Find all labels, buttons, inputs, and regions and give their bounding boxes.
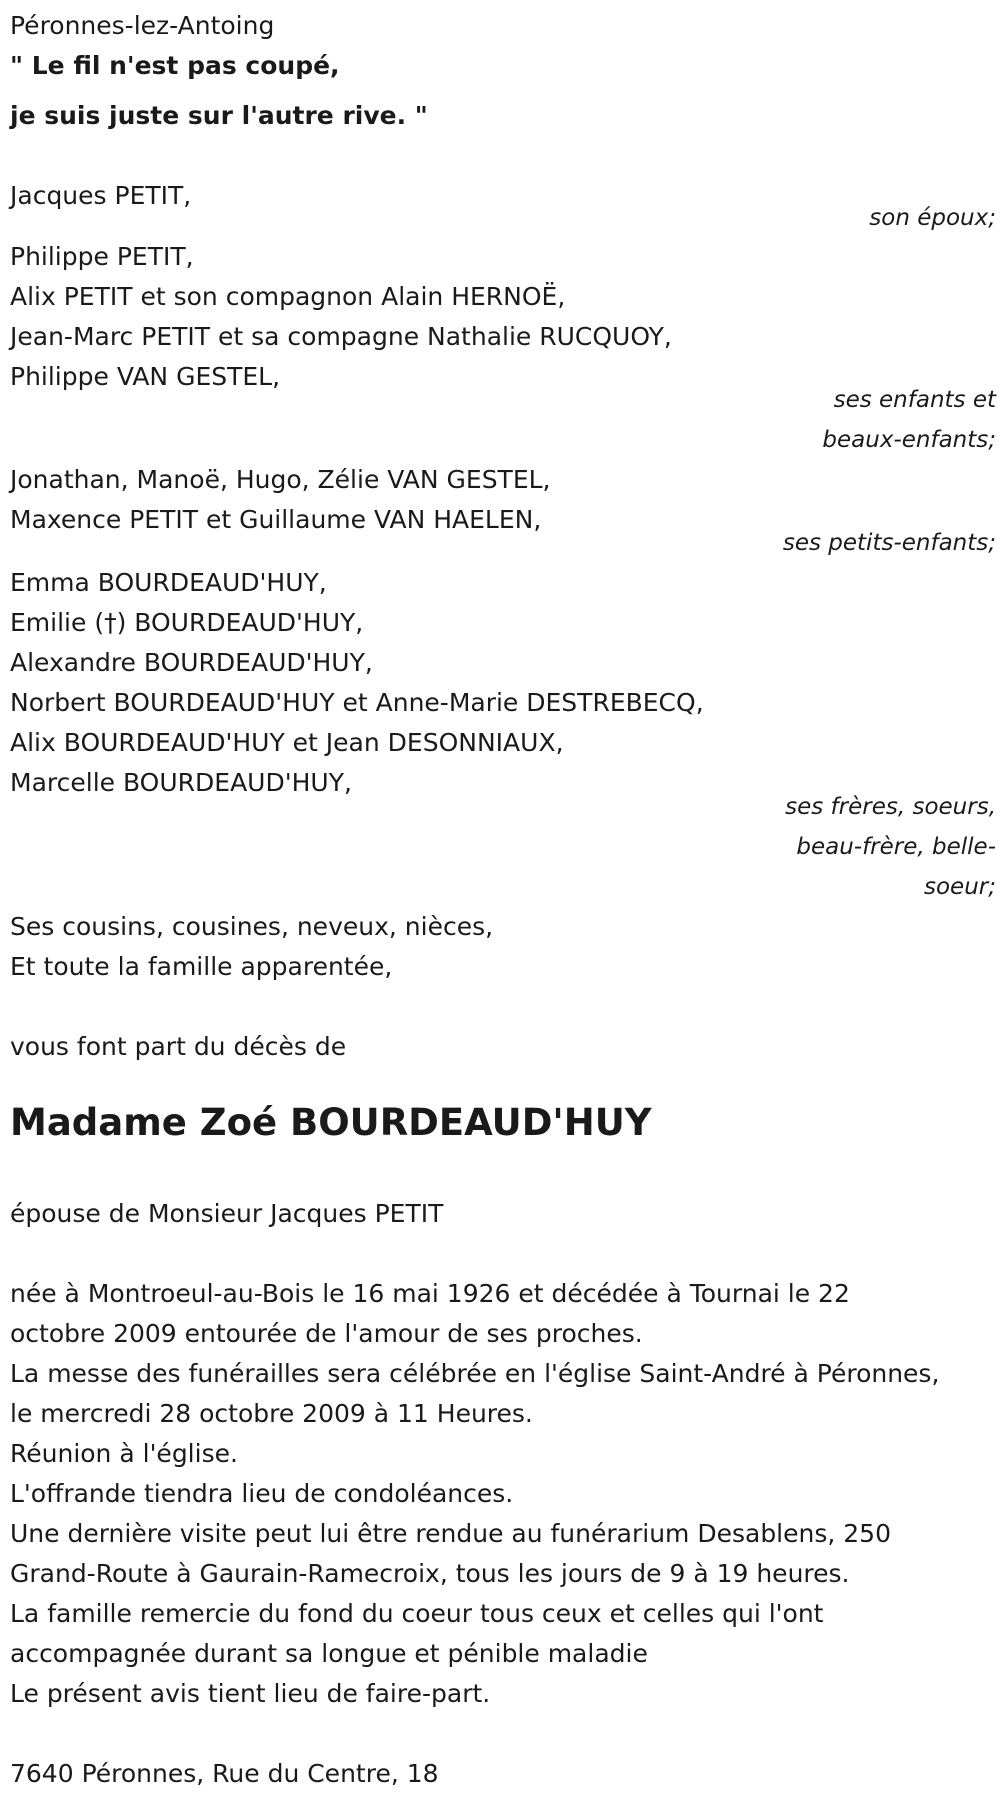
sibling-name: Alix BOURDEAUD'HUY et Jean DESONNIAUX, <box>10 728 564 757</box>
spouse-of-text: épouse de Monsieur Jacques PETIT <box>10 1199 444 1228</box>
quote-line-1: " Le fil n'est pas coupé, <box>10 51 340 80</box>
spouse-name: Jacques PETIT, <box>10 181 192 210</box>
detail-line: le mercredi 28 octobre 2009 à 11 Heures. <box>10 1399 533 1428</box>
extended-family-line: Ses cousins, cousines, neveux, nièces, <box>10 912 494 941</box>
children-label-line: beaux-enfants; <box>822 427 996 453</box>
sibling-name: Emma BOURDEAUD'HUY, <box>10 568 327 597</box>
children-label-line: ses enfants et <box>833 387 996 413</box>
grandchildren-label: ses petits-enfants; <box>782 530 996 556</box>
sibling-name: Emilie (†) BOURDEAUD'HUY, <box>10 608 364 637</box>
detail-line: La messe des funérailles sera célébrée en l'église Saint-André à Péronnes, <box>10 1359 940 1388</box>
child-name: Philippe PETIT, <box>10 242 194 271</box>
siblings-label-line: soeur; <box>924 874 996 900</box>
grandchild-name: Jonathan, Manoë, Hugo, Zélie VAN GESTEL, <box>10 465 551 494</box>
detail-line: Réunion à l'église. <box>10 1439 238 1468</box>
spouse-label: son époux; <box>869 205 996 231</box>
sibling-name: Norbert BOURDEAUD'HUY et Anne-Marie DESTREBECQ, <box>10 688 704 717</box>
announcement-text: vous font part du décès de <box>10 1032 347 1061</box>
siblings-label-line: beau-frère, belle- <box>796 834 996 860</box>
place-name: Péronnes-lez-Antoing <box>10 11 275 40</box>
sibling-name: Alexandre BOURDEAUD'HUY, <box>10 648 373 677</box>
detail-line: Le présent avis tient lieu de faire-part. <box>10 1679 491 1708</box>
detail-line: La famille remercie du fond du coeur tous ceux et celles qui l'ont <box>10 1599 824 1628</box>
child-name: Alix PETIT et son compagnon Alain HERNOË, <box>10 282 566 311</box>
deceased-name: Madame Zoé BOURDEAUD'HUY <box>10 1101 652 1144</box>
detail-line: née à Montroeul-au-Bois le 16 mai 1926 et décédée à Tournai le 22 <box>10 1279 850 1308</box>
grandchild-name: Maxence PETIT et Guillaume VAN HAELEN, <box>10 505 542 534</box>
quote-line-2: je suis juste sur l'autre rive. " <box>10 101 428 130</box>
detail-line: Grand-Route à Gaurain-Ramecroix, tous les jours de 9 à 19 heures. <box>10 1559 850 1588</box>
child-name: Philippe VAN GESTEL, <box>10 362 281 391</box>
detail-line: L'offrande tiendra lieu de condoléances. <box>10 1479 514 1508</box>
detail-line: Une dernière visite peut lui être rendue au funérarium Desablens, 250 <box>10 1519 891 1548</box>
detail-line: accompagnée durant sa longue et pénible maladie <box>10 1639 648 1668</box>
extended-family-line: Et toute la famille apparentée, <box>10 952 393 981</box>
child-name: Jean-Marc PETIT et sa compagne Nathalie RUCQUOY, <box>10 322 672 351</box>
siblings-label-line: ses frères, soeurs, <box>785 794 996 820</box>
address-text: 7640 Péronnes, Rue du Centre, 18 <box>10 1759 439 1788</box>
detail-line: octobre 2009 entourée de l'amour de ses proches. <box>10 1319 643 1348</box>
sibling-name: Marcelle BOURDEAUD'HUY, <box>10 768 352 797</box>
